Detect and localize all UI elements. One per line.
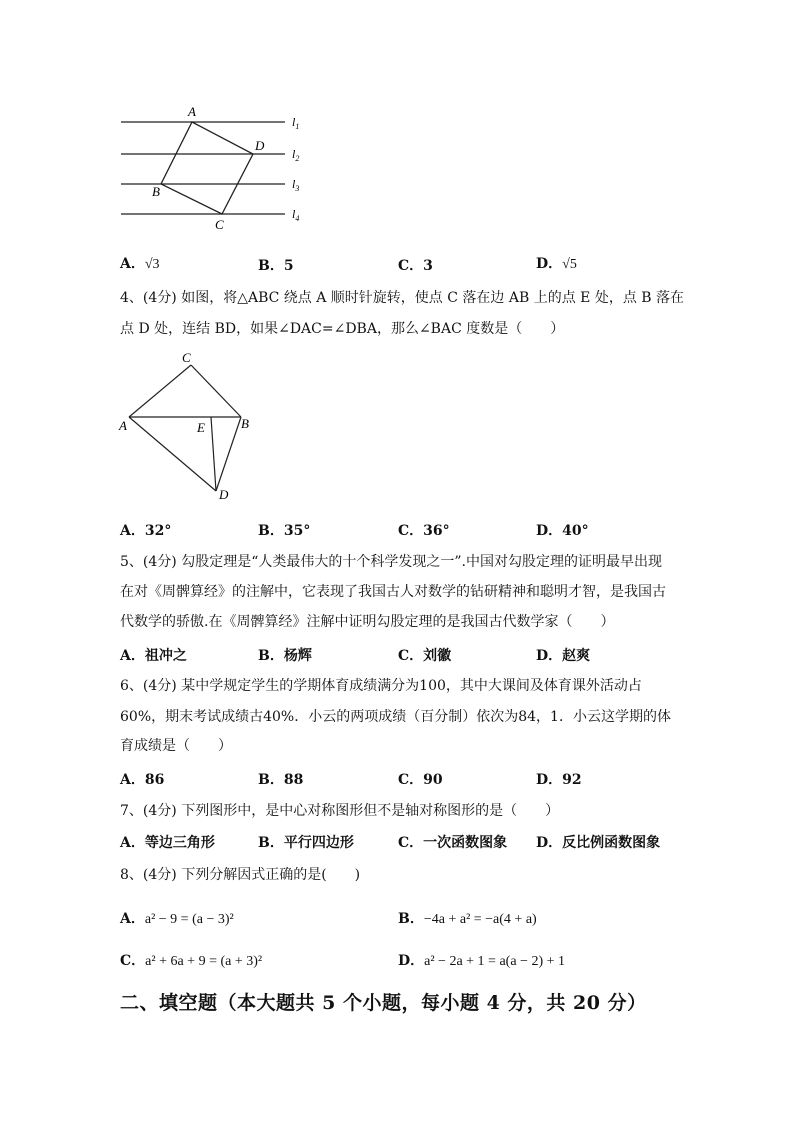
q5-line2: 在对《周髀算经》的注解中，它表现了我国古人对数学的钻研精神和聪明才智，是我国古: [120, 584, 666, 600]
q3-option-d-letter: D．: [536, 256, 563, 272]
q8-option-a-expr: a² − 9 = (a − 3)²: [144, 912, 234, 927]
q4-line1: 4、(4分) 如图，将△ABC 绕点 A 顺时针旋转，使点 C 落在边 AB 上的点 E 处，点 B 落在: [120, 290, 685, 306]
q8-line1: 8、(4分) 下列分解因式正确的是( ): [120, 867, 361, 883]
label-B: B: [241, 416, 249, 431]
q5-option-b[interactable]: B．杨辉: [258, 648, 312, 664]
segment-ED: [211, 417, 216, 491]
q3-option-a[interactable]: [120, 253, 160, 273]
q5-line1: 5、(4分) 勾股定理是“人类最伟大的十个科学发现之一”.中国对勾股定理的证明最早出现: [120, 554, 662, 570]
q6-option-a[interactable]: A．86: [120, 772, 165, 788]
q6-line2: 60%，期末考试成绩古40%．小云的两项成绩（百分制）依次为84，1．小云这学期的体: [120, 709, 671, 725]
q6-line1: 6、(4分) 某中学规定学生的学期体育成绩满分为100，其中大课间及体育课外活动占: [120, 678, 642, 694]
q4-option-d[interactable]: D．40°: [536, 523, 589, 539]
q8-option-d-letter: D．: [398, 953, 425, 969]
figure-rotation-triangle: [115, 350, 265, 505]
q4-option-c[interactable]: C．36°: [398, 523, 450, 539]
q3-option-c-letter: C．: [398, 258, 424, 274]
q5-line3: 代数学的骄傲.在《周髀算经》注解中证明勾股定理的是我国古代数学家（ ）: [120, 614, 615, 630]
q8-option-b-expr: −4a + a² = −a(4 + a): [423, 912, 537, 927]
q7-option-a[interactable]: A．等边三角形: [120, 835, 215, 851]
q6-option-d[interactable]: D．92: [536, 772, 582, 788]
label-E: E: [197, 420, 205, 435]
q8-option-d-expr: a² − 2a + 1 = a(a − 2) + 1: [424, 954, 565, 969]
label-A: A: [119, 418, 127, 433]
q6-option-c[interactable]: C．90: [398, 772, 443, 788]
q8-option-c-letter: C．: [120, 953, 146, 969]
q3-option-c[interactable]: [398, 255, 433, 275]
q5-option-d[interactable]: D．赵爽: [536, 648, 591, 664]
figure-parallel-lines: [115, 100, 315, 235]
q8-option-a-letter: A．: [120, 911, 145, 927]
label-C: C: [215, 217, 224, 232]
label-l2: $l_2$: [292, 147, 300, 163]
q8-option-b[interactable]: [398, 908, 537, 928]
q3-option-c-value: 3: [423, 258, 433, 274]
q8-option-b-letter: B．: [398, 911, 424, 927]
q5-option-c[interactable]: C．刘徽: [398, 648, 452, 664]
label-l4: $l_4$: [292, 207, 300, 223]
q3-option-b[interactable]: [258, 255, 294, 275]
q7-option-c[interactable]: C．一次函数图象: [398, 835, 508, 851]
label-l3: $l_3$: [292, 177, 300, 193]
q8-option-c[interactable]: [120, 950, 262, 970]
q7-option-b[interactable]: B．平行四边形: [258, 835, 354, 851]
q6-option-b[interactable]: B．88: [258, 772, 304, 788]
label-D: D: [255, 138, 265, 153]
quadrilateral-abcd: [161, 122, 253, 214]
q6-line3: 育成绩是（ ）: [120, 738, 232, 754]
q4-line2: 点 D 处，连结 BD，如果∠DAC=∠DBA，那么∠BAC 度数是（ ）: [120, 321, 565, 337]
segment-CB: [191, 365, 241, 417]
label-A: A: [188, 104, 196, 119]
q7-option-d[interactable]: D．反比例函数图象: [536, 835, 661, 851]
q7-line1: 7、(4分) 下列图形中，是中心对称图形但不是轴对称图形的是（ ）: [120, 803, 560, 819]
q8-option-d[interactable]: [398, 950, 565, 970]
q3-option-a-value: √3: [144, 257, 160, 272]
label-l1: $l_1$: [292, 115, 300, 131]
segment-AC: [129, 365, 191, 417]
q4-option-a[interactable]: A．32°: [120, 523, 172, 539]
q3-option-d-value: √5: [562, 257, 577, 272]
q3-option-b-letter: B．: [258, 258, 284, 274]
q8-option-a[interactable]: [120, 908, 234, 928]
q3-option-b-value: 5: [283, 258, 294, 274]
q8-option-c-expr: a² + 6a + 9 = (a + 3)²: [145, 954, 263, 969]
q3-option-a-letter: A．: [120, 256, 145, 272]
segment-BD: [216, 417, 241, 491]
q3-option-d[interactable]: [536, 253, 577, 273]
label-C: C: [182, 350, 191, 365]
label-D: D: [219, 487, 229, 502]
q4-option-b[interactable]: B．35°: [258, 523, 311, 539]
section-title-fill-in: 二、填空题（本大题共 5 个小题，每小题 4 分，共 20 分）: [120, 992, 647, 1014]
label-B: B: [152, 184, 160, 199]
q5-option-a[interactable]: A．祖冲之: [120, 648, 187, 664]
